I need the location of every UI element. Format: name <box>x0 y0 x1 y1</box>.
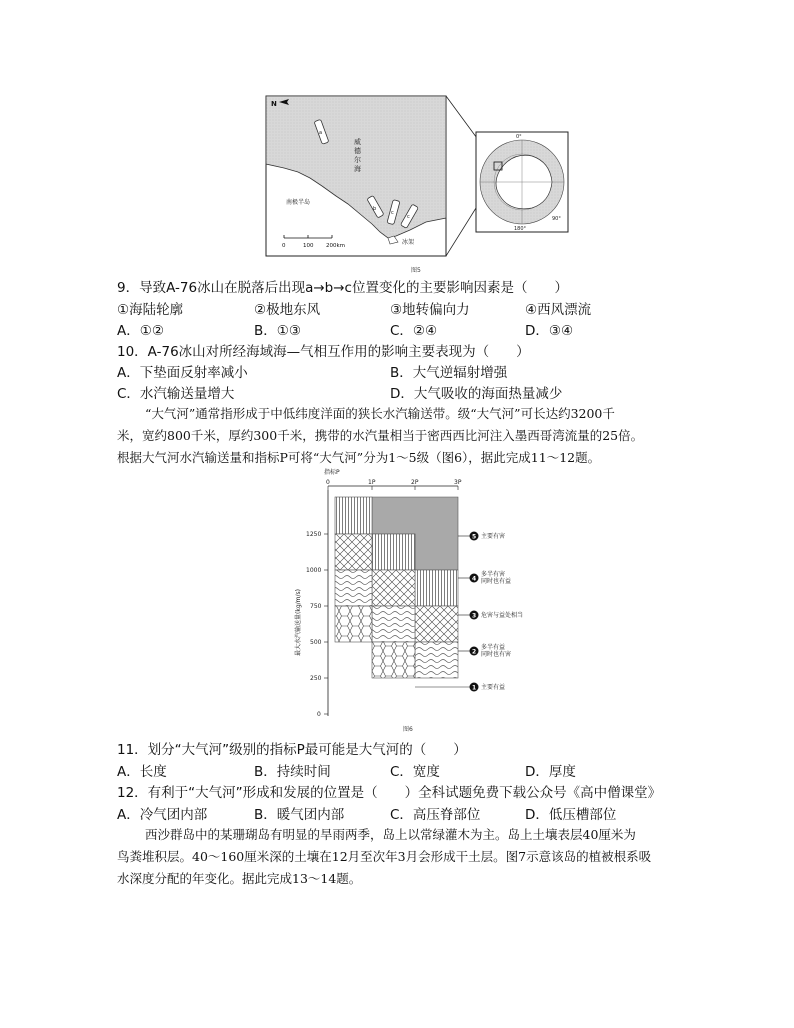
svg-text:危害与益处相当: 危害与益处相当 <box>481 612 524 619</box>
svg-text:750: 750 <box>310 603 322 610</box>
question-10-stem: 10．A-76冰山对所经海域海—气相互作用的影响主要表现为（ ） <box>117 344 530 360</box>
q9-option-d[interactable]: D．③④ <box>525 323 574 339</box>
svg-text:0: 0 <box>317 711 321 718</box>
zone-level-1-a <box>335 606 372 642</box>
svg-text:500: 500 <box>310 639 322 646</box>
figure6-chart <box>284 466 564 736</box>
zone-level-2-a <box>335 570 372 606</box>
question-11-stem: 11．划分“大气河”级别的指标P最可能是大气河的（ ） <box>117 742 467 758</box>
svg-text:3: 3 <box>472 612 477 620</box>
question-12-stem: 12．有利于“大气河”形成和发展的位置是（ ）全科试题免费下载公众号《高中僧课堂》 <box>117 785 662 801</box>
q12-option-c[interactable]: C．高压脊部位 <box>390 807 481 823</box>
svg-text:3P: 3P <box>454 479 462 486</box>
svg-text:0: 0 <box>282 243 286 249</box>
iceberg-label-b: b <box>373 206 377 212</box>
zone-level-4-c <box>415 570 458 606</box>
svg-text:180°: 180° <box>514 226 527 232</box>
q11-option-d[interactable]: D．厚度 <box>525 764 576 780</box>
svg-text:0: 0 <box>326 479 330 486</box>
q11-option-c[interactable]: C．宽度 <box>390 764 440 780</box>
svg-text:主要有益: 主要有益 <box>481 684 506 691</box>
passage-coral-island <box>117 824 697 890</box>
peninsula-label: 南极半岛 <box>286 199 311 206</box>
passage2-line2: 鸟粪堆积层。40～160厘米深的土壤在12月至次年3月会形成干土层。图7示意该岛的植被根系吸 <box>117 849 652 864</box>
top-axis-title: 指标P <box>324 469 340 476</box>
zone-level-3-c <box>415 606 458 642</box>
passage1-line2: 米，宽约800千米，厚约300千米，携带的水汽量相当于密西西比河注入墨西哥湾流量的25倍。 <box>117 428 644 443</box>
svg-text:2P: 2P <box>411 479 419 486</box>
q10-option-a[interactable]: A．下垫面反射率减小 <box>117 365 248 381</box>
svg-text:1000: 1000 <box>306 567 322 574</box>
antarctica-inset <box>476 132 568 232</box>
legend-4-text: 多半有害同时也有益 <box>481 571 512 585</box>
q9-item-4: ④西风漂流 <box>525 302 592 318</box>
zone-level-2-b <box>372 606 415 642</box>
iceberg-label-a: a <box>319 130 323 136</box>
top-axis-ticks <box>326 479 462 490</box>
y-axis-ticks <box>306 531 328 718</box>
svg-text:4: 4 <box>472 575 477 583</box>
question-9-stem: 9．导致A-76冰山在脱落后出现a→b→c位置变化的主要影响因素是（ ） <box>117 280 568 296</box>
y-axis-title: 最大水汽输送量(kg/m/s) <box>295 589 302 656</box>
zone-level-3-a <box>335 534 372 570</box>
svg-text:1: 1 <box>472 684 477 692</box>
q10-option-b[interactable]: B．大气逆辐射增强 <box>390 365 508 381</box>
figure6-caption: 图6 <box>403 726 413 733</box>
q12-option-b[interactable]: B．暖气团内部 <box>254 807 345 823</box>
q10-option-c[interactable]: C．水汽输送量增大 <box>117 386 235 402</box>
svg-text:1250: 1250 <box>306 531 322 538</box>
q9-item-3: ③地转偏向力 <box>390 302 470 318</box>
passage1-line3: 根据大气河水汽输送量和指标P可将“大气河”分为1～5级（图6），据此完成11～12题。 <box>117 450 601 465</box>
svg-text:1P: 1P <box>368 479 376 486</box>
svg-text:主要有害: 主要有害 <box>481 533 506 540</box>
iceberg-label-c1: c <box>391 210 394 216</box>
zone-level-1-b <box>372 642 415 678</box>
svg-text:0°: 0° <box>516 134 522 140</box>
zone-level-2-c <box>415 642 458 678</box>
zone-level-4-b <box>372 534 415 570</box>
zone-level-4-a <box>335 497 372 534</box>
q10-option-d[interactable]: D．大气吸收的海面热量减少 <box>390 386 563 402</box>
zone-level-3-b <box>372 570 415 606</box>
iceberg-label-c2: c <box>407 214 410 220</box>
q12-option-d[interactable]: D．低压槽部位 <box>525 807 617 823</box>
q9-option-a[interactable]: A．①② <box>117 323 164 339</box>
svg-text:200km: 200km <box>326 243 346 249</box>
svg-text:90°: 90° <box>552 216 561 222</box>
q9-item-2: ②极地东风 <box>254 302 321 318</box>
svg-text:N: N <box>271 100 277 108</box>
q9-option-b[interactable]: B．①③ <box>254 323 301 339</box>
passage2-line3: 水深度分配的年变化。据此完成13～14题。 <box>117 871 362 886</box>
q9-item-1: ①海陆轮廓 <box>117 302 184 318</box>
q11-option-b[interactable]: B．持续时间 <box>254 764 331 780</box>
q11-option-a[interactable]: A．长度 <box>117 764 167 780</box>
q12-option-a[interactable]: A．冷气团内部 <box>117 807 208 823</box>
svg-text:5: 5 <box>472 533 477 541</box>
figure5-caption: 图5 <box>411 267 421 274</box>
ice-shelf-label: 冰架 <box>402 239 415 246</box>
q9-option-c[interactable]: C．②④ <box>390 323 438 339</box>
passage2-line1: 西沙群岛中的某珊瑚岛有明显的旱雨两季，岛上以常绿灌木为主。岛上土壤表层40厘米为 <box>145 827 636 842</box>
svg-text:多半有益同时也有害: 多半有益同时也有害 <box>481 644 512 658</box>
svg-text:250: 250 <box>310 675 322 682</box>
passage-atmospheric-river <box>117 403 697 469</box>
figure5-map <box>260 92 572 264</box>
sea-label: 威 德 尔 海 <box>354 138 361 173</box>
svg-text:100: 100 <box>303 243 314 249</box>
svg-text:2: 2 <box>472 648 477 656</box>
passage1-line1: “大气河”通常指形成于中低纬度洋面的狭长水汽输送带。级“大气河”可长达约3200千 <box>145 406 615 421</box>
